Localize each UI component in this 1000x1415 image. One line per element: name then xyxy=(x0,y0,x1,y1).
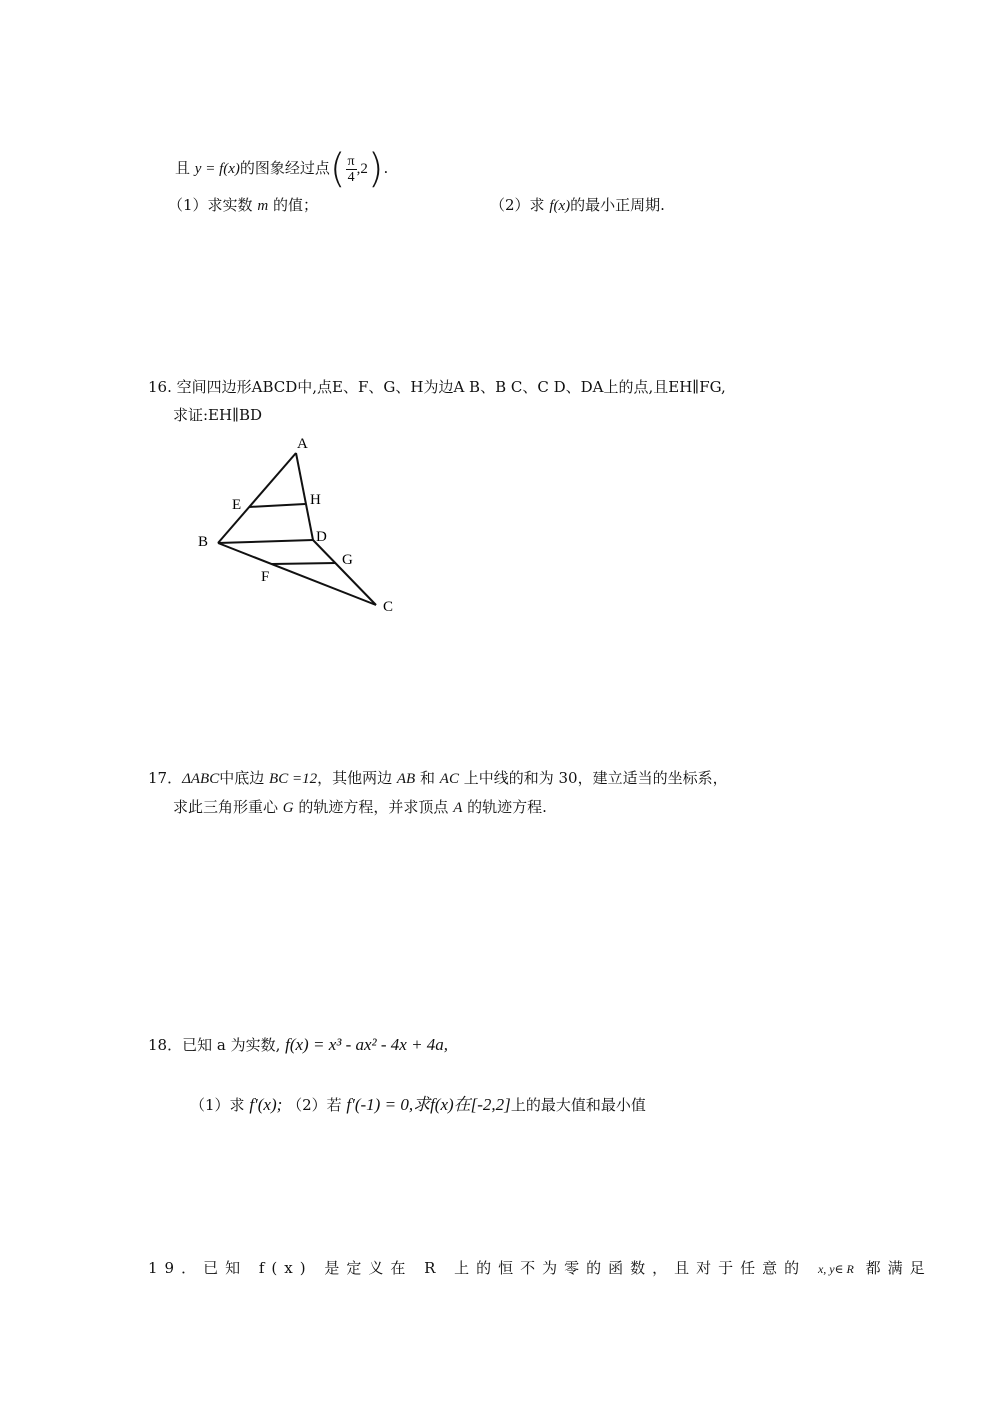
label-e: E xyxy=(232,497,242,513)
label-a: A xyxy=(297,436,308,452)
p15-q1-text: （1）求实数 xyxy=(168,196,253,214)
p19-end: 都满足 xyxy=(865,1259,932,1277)
p18-line-1 xyxy=(148,1034,448,1056)
p15-q1-var: m xyxy=(257,198,269,214)
p15-q1-end: 的值； xyxy=(272,196,318,214)
p17-text-f: 的轨迹方程，并求顶点 xyxy=(298,798,449,816)
p15-point-num: π xyxy=(347,153,355,169)
p16-quadrilateral-figure xyxy=(180,425,420,625)
p15-q2-func: f(x) xyxy=(549,198,571,214)
p15-q2-end: 的最小正周期. xyxy=(570,196,665,214)
label-f: F xyxy=(261,569,270,585)
p17-g: G xyxy=(282,800,294,816)
p16-line-1: 16. 空间四边形ABCD中,点E、F、G、H为边A B、B C、C D、DA上的点,且EH∥FG, xyxy=(148,378,726,396)
p17-line-1 xyxy=(148,767,728,790)
label-b: B xyxy=(198,534,209,550)
label-d: D xyxy=(316,529,327,545)
p18-q2-end: 上的最大值和最小值 xyxy=(510,1096,646,1114)
p17-text-a: 中底边 xyxy=(219,769,265,787)
p17-text-g: 的轨迹方程. xyxy=(467,798,547,816)
p18-function: f(x) = x³ - ax² - 4x + 4a, xyxy=(285,1035,449,1054)
segment-fg xyxy=(272,563,336,564)
p17-a: A xyxy=(453,800,463,816)
p15-point-tail: ,2 xyxy=(356,161,368,177)
p15-function: y = f(x) xyxy=(194,161,240,177)
p19-expr: x, y∈ R xyxy=(817,1262,854,1276)
p17-bc: BC =12 xyxy=(269,771,318,787)
p17-text-b: ，其他两边 xyxy=(317,769,393,787)
p18-intro: 18．已知 a 为实数, xyxy=(148,1036,281,1054)
edge-dc xyxy=(313,540,376,605)
p17-number: 17． xyxy=(148,769,183,787)
p18-q2-expr: f′(-1) = 0,求f(x)在[-2,2] xyxy=(346,1095,511,1114)
edge-ab xyxy=(218,453,296,543)
p18-q2: （2）若 xyxy=(287,1096,342,1114)
left-paren: ( xyxy=(329,146,346,192)
p15-end: . xyxy=(383,159,389,177)
p15-condition-line xyxy=(175,145,388,191)
label-h: H xyxy=(310,492,321,508)
edge-bd xyxy=(218,540,313,543)
p15-mid: 的图象经过点 xyxy=(239,159,330,177)
p15-q2-text: （2）求 xyxy=(490,196,545,214)
p17-text-c: 和 xyxy=(419,769,435,787)
p18-line-2 xyxy=(190,1094,646,1116)
p15-prefix: 且 xyxy=(175,159,191,177)
p15-point-den: 4 xyxy=(347,169,355,185)
p17-ac: AC xyxy=(439,771,459,787)
p18-q1: （1）求 xyxy=(190,1096,245,1114)
p16-line-2: 求证:EH∥BD xyxy=(173,406,263,424)
right-paren: ) xyxy=(367,146,384,192)
p15-question-1 xyxy=(168,194,318,217)
label-c: C xyxy=(383,599,394,615)
p17-ab: AB xyxy=(396,771,416,787)
segment-eh xyxy=(249,504,305,507)
label-g: G xyxy=(342,552,353,568)
p17-line-2 xyxy=(173,796,547,819)
p19-line-1 xyxy=(148,1257,932,1280)
p15-question-2 xyxy=(490,194,665,217)
p15-point-fraction xyxy=(346,154,357,185)
p17-text-d: 上中线的和为 30，建立适当的坐标系， xyxy=(463,769,728,787)
p18-q1-expr: f′(x); xyxy=(249,1095,283,1114)
p17-triangle: ΔABC xyxy=(182,771,220,787)
p19-text: 19．已知 f(x) 是定义在 R 上的恒不为零的函数，且对于任意的 xyxy=(148,1259,807,1277)
p17-text-e: 求此三角形重心 xyxy=(173,798,279,816)
